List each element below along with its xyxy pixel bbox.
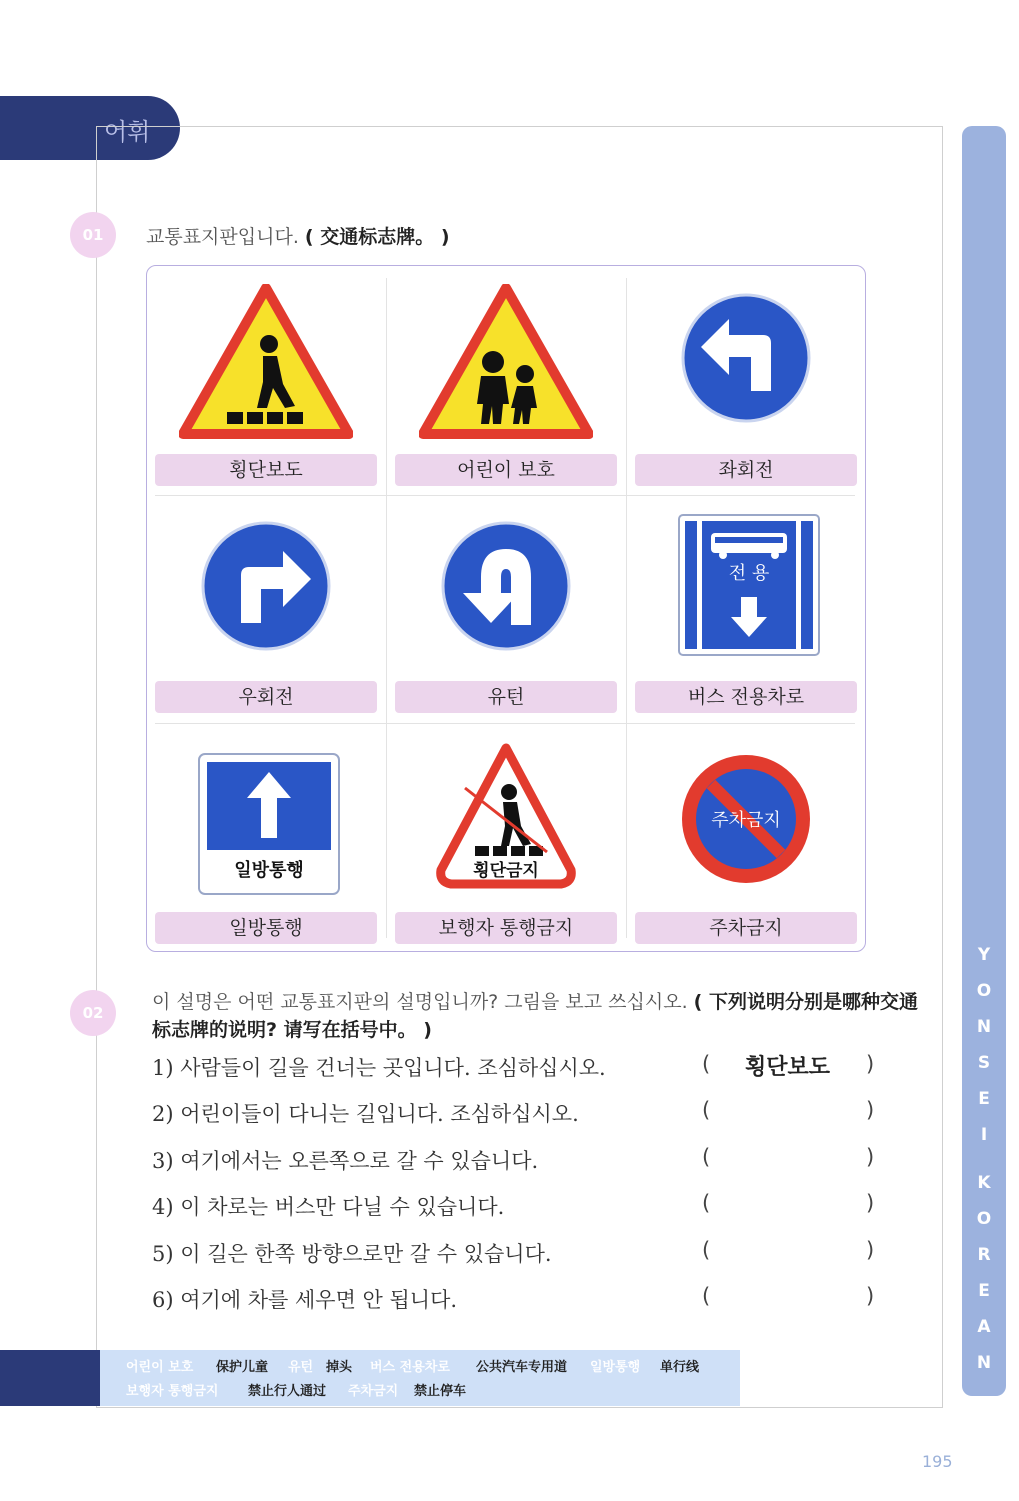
pedestrian-crossing-sign-icon: [179, 284, 353, 439]
side-strip-char: S: [977, 1053, 991, 1073]
sign-label-children-protection: 어린이 보호: [395, 454, 617, 486]
side-strip-char: N: [976, 1353, 992, 1373]
answer-close-paren: ): [866, 1098, 875, 1122]
answer-open-paren: (: [702, 1191, 711, 1215]
section-tab-label: 어휘: [104, 118, 151, 146]
sign-label-one-way: 일방통행: [155, 912, 377, 944]
answer-close-paren: ): [866, 1238, 875, 1262]
answer-open-paren: (: [702, 1098, 711, 1122]
side-strip-char: 2: [978, 1401, 990, 1421]
vocab-zh: 单行线: [660, 1360, 700, 1375]
sign-cell-no-parking: [627, 724, 865, 952]
answer-close-paren: ): [866, 1191, 875, 1215]
question-1-prompt: [146, 222, 450, 249]
question-item-4: 4) 이 차로는 버스만 다닐 수 있습니다.: [152, 1195, 505, 1219]
side-strip-char: E: [978, 1281, 990, 1301]
sign-cell-no-pedestrian: [387, 724, 625, 952]
answer-field-1[interactable]: 횡단보도: [745, 1055, 831, 1080]
question-number-2: 02: [70, 990, 116, 1036]
children-protection-sign-icon: [419, 284, 593, 439]
left-turn-sign-icon: [679, 291, 813, 425]
vocab-ko: 어린이 보호: [126, 1360, 194, 1375]
vocab-zh: 掉头: [326, 1360, 353, 1375]
question-item-5: 5) 이 길은 한쪽 방향으로만 갈 수 있습니다.: [152, 1242, 552, 1266]
sign-label-u-turn: 유턴: [395, 681, 617, 713]
vocab-bar: [100, 1350, 740, 1406]
vocab-ko: 버스 전용차로: [370, 1360, 450, 1375]
answer-close-paren: ): [866, 1145, 875, 1169]
sign-cell-children-protection: [387, 266, 625, 494]
side-strip-char: E: [978, 1089, 990, 1109]
question-2-prompt: [152, 988, 922, 1044]
question-1-prompt-ko: 교통표지판입니다.: [146, 226, 299, 248]
page-number: 195: [922, 1452, 953, 1471]
question-item-2: 2) 어린이들이 다니는 길입니다. 조심하십시오.: [152, 1102, 579, 1126]
side-strip-char: O: [976, 1209, 992, 1229]
sign-label-pedestrian-crossing: 횡단보도: [155, 454, 377, 486]
sign-cell-bus-lane: [627, 495, 865, 723]
vocab-zh: 禁止行人通过: [248, 1384, 327, 1399]
side-strip-char: Y: [977, 945, 991, 965]
sign-label-right-turn: 우회전: [155, 681, 377, 713]
no-parking-sign-text: 주차금지: [711, 810, 781, 831]
sign-label-bus-lane: 버스 전용차로: [635, 681, 857, 713]
answer-open-paren: (: [702, 1145, 711, 1169]
sign-label-left-turn: 좌회전: [635, 454, 857, 486]
question-2-prompt-zh: ( 下列说明分别是哪种交通标志牌的说明? 请写在括号中。 ): [152, 991, 918, 1041]
vocab-zh: 保护儿童: [216, 1360, 269, 1375]
side-strip-char: K: [977, 1173, 991, 1193]
answer-close-paren: ): [866, 1052, 875, 1076]
one-way-sign-text: 일방통행: [234, 860, 304, 881]
vocab-zh: 公共汽车专用道: [476, 1360, 568, 1375]
u-turn-sign-icon: [439, 519, 573, 653]
vocab-ko: 주차금지: [348, 1384, 399, 1399]
question-2-prompt-ko: 이 설명은 어떤 교통표지판의 설명입니까? 그림을 보고 쓰십시오.: [152, 991, 688, 1013]
side-strip-char: N: [976, 1017, 992, 1037]
vocab-zh: 禁止停车: [414, 1384, 467, 1399]
sign-label-no-parking: 주차금지: [635, 912, 857, 944]
bus-lane-sign-text: 전 용: [728, 563, 770, 584]
question-item-1: 1) 사람들이 길을 건너는 곳입니다. 조심하십시오.: [152, 1056, 606, 1080]
answer-close-paren: ): [866, 1284, 875, 1308]
bus-lane-sign-icon: [677, 513, 821, 657]
answer-open-paren: (: [702, 1238, 711, 1262]
question-item-6: 6) 여기에 차를 세우면 안 됩니다.: [152, 1288, 458, 1312]
question-item-3: 3) 여기에서는 오른쪽으로 갈 수 있습니다.: [152, 1149, 539, 1173]
side-strip-char: O: [976, 981, 992, 1001]
sign-cell-one-way: [147, 724, 385, 952]
no-pedestrian-sign-text: 횡단금지: [473, 861, 539, 881]
side-strip-char: A: [977, 1317, 991, 1337]
question-number-1: 01: [70, 212, 116, 258]
sign-label-no-pedestrian: 보행자 통행금지: [395, 912, 617, 944]
side-strip-char: R: [977, 1245, 991, 1265]
sign-cell-right-turn: [147, 495, 385, 723]
vocab-ko: 일방통행: [590, 1360, 641, 1375]
sign-cell-u-turn: [387, 495, 625, 723]
vocab-bar-accent: [0, 1350, 100, 1406]
vocab-ko: 보행자 통행금지: [126, 1384, 219, 1399]
side-strip-text: [972, 940, 996, 1426]
question-1-prompt-zh: ( 交通标志牌。 ): [304, 226, 450, 248]
right-turn-sign-icon: [199, 519, 333, 653]
side-strip-char: I: [980, 1125, 988, 1145]
sign-grid: [146, 265, 866, 952]
answer-open-paren: (: [702, 1052, 711, 1076]
sign-cell-left-turn: [627, 266, 865, 494]
vocab-ko: 유턴: [288, 1360, 314, 1375]
answer-open-paren: (: [702, 1284, 711, 1308]
sign-cell-pedestrian-crossing: [147, 266, 385, 494]
